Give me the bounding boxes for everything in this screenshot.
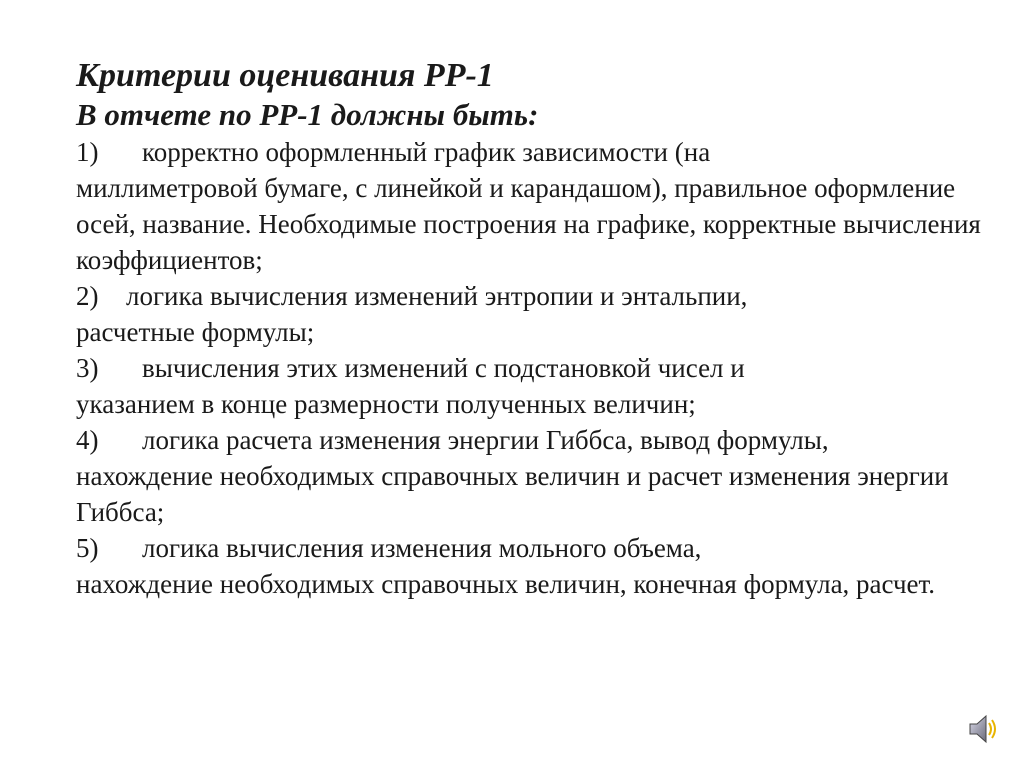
criteria-item-1 xyxy=(76,134,996,278)
item-text-first-line: логика вычисления изменений энтропии и энтальпии, xyxy=(126,281,748,311)
item-text-first-line: вычисления этих изменений с подстановкой чисел и xyxy=(142,353,745,383)
criteria-item-4 xyxy=(76,422,996,530)
item-text-continuation: нахождение необходимых справочных величин, конечная формула, расчет. xyxy=(76,569,936,599)
item-text-continuation: нахождение необходимых справочных величин и расчет изменения энергии Гиббса; xyxy=(76,461,949,527)
slide-content xyxy=(76,56,996,602)
item-text-first-line: логика расчета изменения энергии Гиббса, вывод формулы, xyxy=(142,425,829,455)
slide-title: Критерии оценивания РР-1 xyxy=(76,57,494,94)
item-number: 2) xyxy=(76,281,99,311)
item-text-continuation: указанием в конце размерности полученных величин; xyxy=(76,389,696,419)
item-number: 5) xyxy=(76,533,99,563)
item-text-continuation: миллиметровой бумаге, с линейкой и карандашом), правильное оформление осей, название. Необходимые построения на графике, корректные вычисления коэффициентов; xyxy=(76,173,981,275)
item-text-first-line: логика вычисления изменения мольного объема, xyxy=(142,533,702,563)
item-number: 4) xyxy=(76,425,99,455)
slide-subtitle: В отчете по РР-1 должны быть: xyxy=(76,97,539,132)
criteria-item-2 xyxy=(76,278,996,350)
criteria-item-5 xyxy=(76,530,996,602)
criteria-item-3 xyxy=(76,350,996,422)
item-text-continuation: расчетные формулы; xyxy=(76,317,315,347)
item-text-first-line: корректно оформленный график зависимости (на xyxy=(142,137,711,167)
item-number: 1) xyxy=(76,137,99,167)
item-number: 3) xyxy=(76,353,99,383)
speaker-icon[interactable] xyxy=(968,712,998,746)
